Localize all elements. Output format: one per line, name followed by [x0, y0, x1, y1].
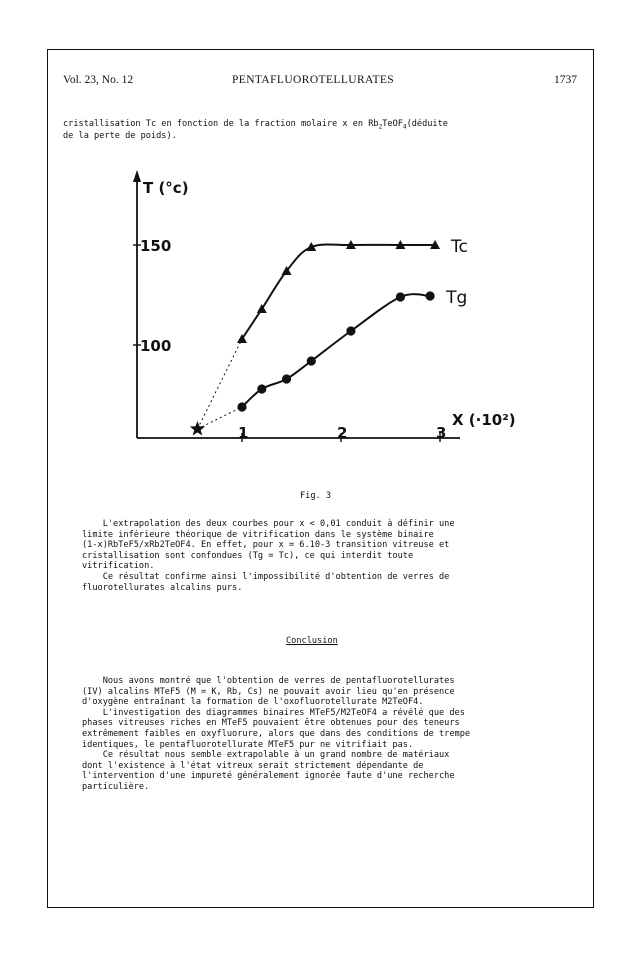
paragraph1-line: cristallisation sont confondues (Tg = Tc), ce qui interdit toute	[82, 550, 414, 561]
extrapolation-dotted-line-tg	[197, 407, 242, 429]
page-number: 1737	[554, 74, 577, 86]
y-tick-label: 150	[140, 237, 172, 255]
paragraph2-line: d'oxygène entraînant la formation de l'oxofluorotellurate M2TeOF4.	[82, 697, 424, 708]
paragraph2-line: phases vitreuses riches en MTeF5 pouvaient être obtenues pour des teneurs	[82, 718, 460, 729]
y-tick-label: 100	[140, 337, 172, 355]
paragraph1-line: L'extrapolation des deux courbes pour x < 0,01 conduit à définir une	[82, 519, 455, 529]
paragraph1-line: Ce résultat confirme ainsi l'impossibilité d'obtention de verres de	[82, 572, 450, 582]
paragraph2-line: particulière.	[82, 782, 150, 792]
series-line-tc	[242, 244, 435, 339]
paragraph1-line: vitrification.	[82, 561, 155, 572]
caption-intro-line2: de la perte de poids).	[63, 131, 177, 141]
paragraph2-line: L'investigation des diagrammes binaires MTeF5/M2TeOF4 a révélé que des	[82, 707, 465, 718]
figure-caption: Fig. 3	[300, 491, 332, 501]
paragraph2-line: l'intervention d'une impureté généralement ignorée faute d'une recherche	[82, 771, 455, 782]
volume-label: Vol. 23, No. 12	[63, 74, 134, 86]
x-tick-label: 3	[436, 424, 447, 442]
series-label-tg: Tg	[446, 288, 468, 308]
x-tick-label: 2	[337, 424, 348, 442]
paragraph1-line: (1-x)RbTeF5/xRb2TeOF4. En effet, pour x = 6.10-3 transition vitreuse et	[82, 540, 450, 551]
paragraph1-line: fluorotellurates alcalins purs.	[82, 582, 243, 593]
caption-text: TeOF	[382, 119, 403, 129]
paragraph2-line: (IV) alcalins MTeF5 (M = K, Rb, Cs) ne pouvait avoir lieu qu'en présence	[82, 686, 455, 697]
series-line-tg	[242, 294, 430, 407]
tg-point-marker	[396, 292, 405, 301]
x-tick-label: 1	[238, 424, 249, 442]
paragraph2-line: Nous avons montré que l'obtention de verres de pentafluorotellurates	[82, 676, 455, 686]
extrapolation-dotted-line-tc	[197, 339, 242, 429]
tg-point-marker	[426, 291, 435, 300]
tg-point-marker	[282, 374, 291, 383]
y-axis-label: T (°c)	[143, 179, 189, 197]
paragraph1-line: limite inférieure théorique de vitrification dans le système binaire	[82, 529, 434, 540]
paragraph2-line: Ce résultat nous semble extrapolable à un grand nombre de matériaux	[82, 750, 450, 761]
subscript: 2	[378, 123, 383, 131]
tg-point-marker	[346, 326, 355, 335]
subscript: 4	[402, 123, 407, 131]
paragraph2-line: dont l'existence à l'état vitreux serait strictement dépendante de	[82, 760, 424, 771]
caption-text: cristallisation Tc en fonction de la fraction molaire x en Rb	[63, 119, 379, 129]
running-title: PENTAFLUOROTELLURATES	[232, 74, 395, 86]
tg-point-marker	[257, 384, 266, 393]
y-axis-arrow	[133, 170, 141, 182]
paragraph2-line: extrêmement faibles en oxyfluorure, alors que dans des conditions de trempe	[82, 729, 471, 739]
caption-text: (déduite	[406, 119, 448, 129]
tg-point-marker	[307, 356, 316, 365]
conclusion-heading: Conclusion	[286, 636, 338, 646]
series-label-tc: Tc	[451, 237, 468, 257]
x-axis-label: X (·10²)	[452, 411, 516, 429]
paragraph2-line: identiques, le pentafluorotellurate MTeF5 pur ne vitrifiait pas.	[82, 739, 414, 750]
tg-point-marker	[237, 402, 246, 411]
